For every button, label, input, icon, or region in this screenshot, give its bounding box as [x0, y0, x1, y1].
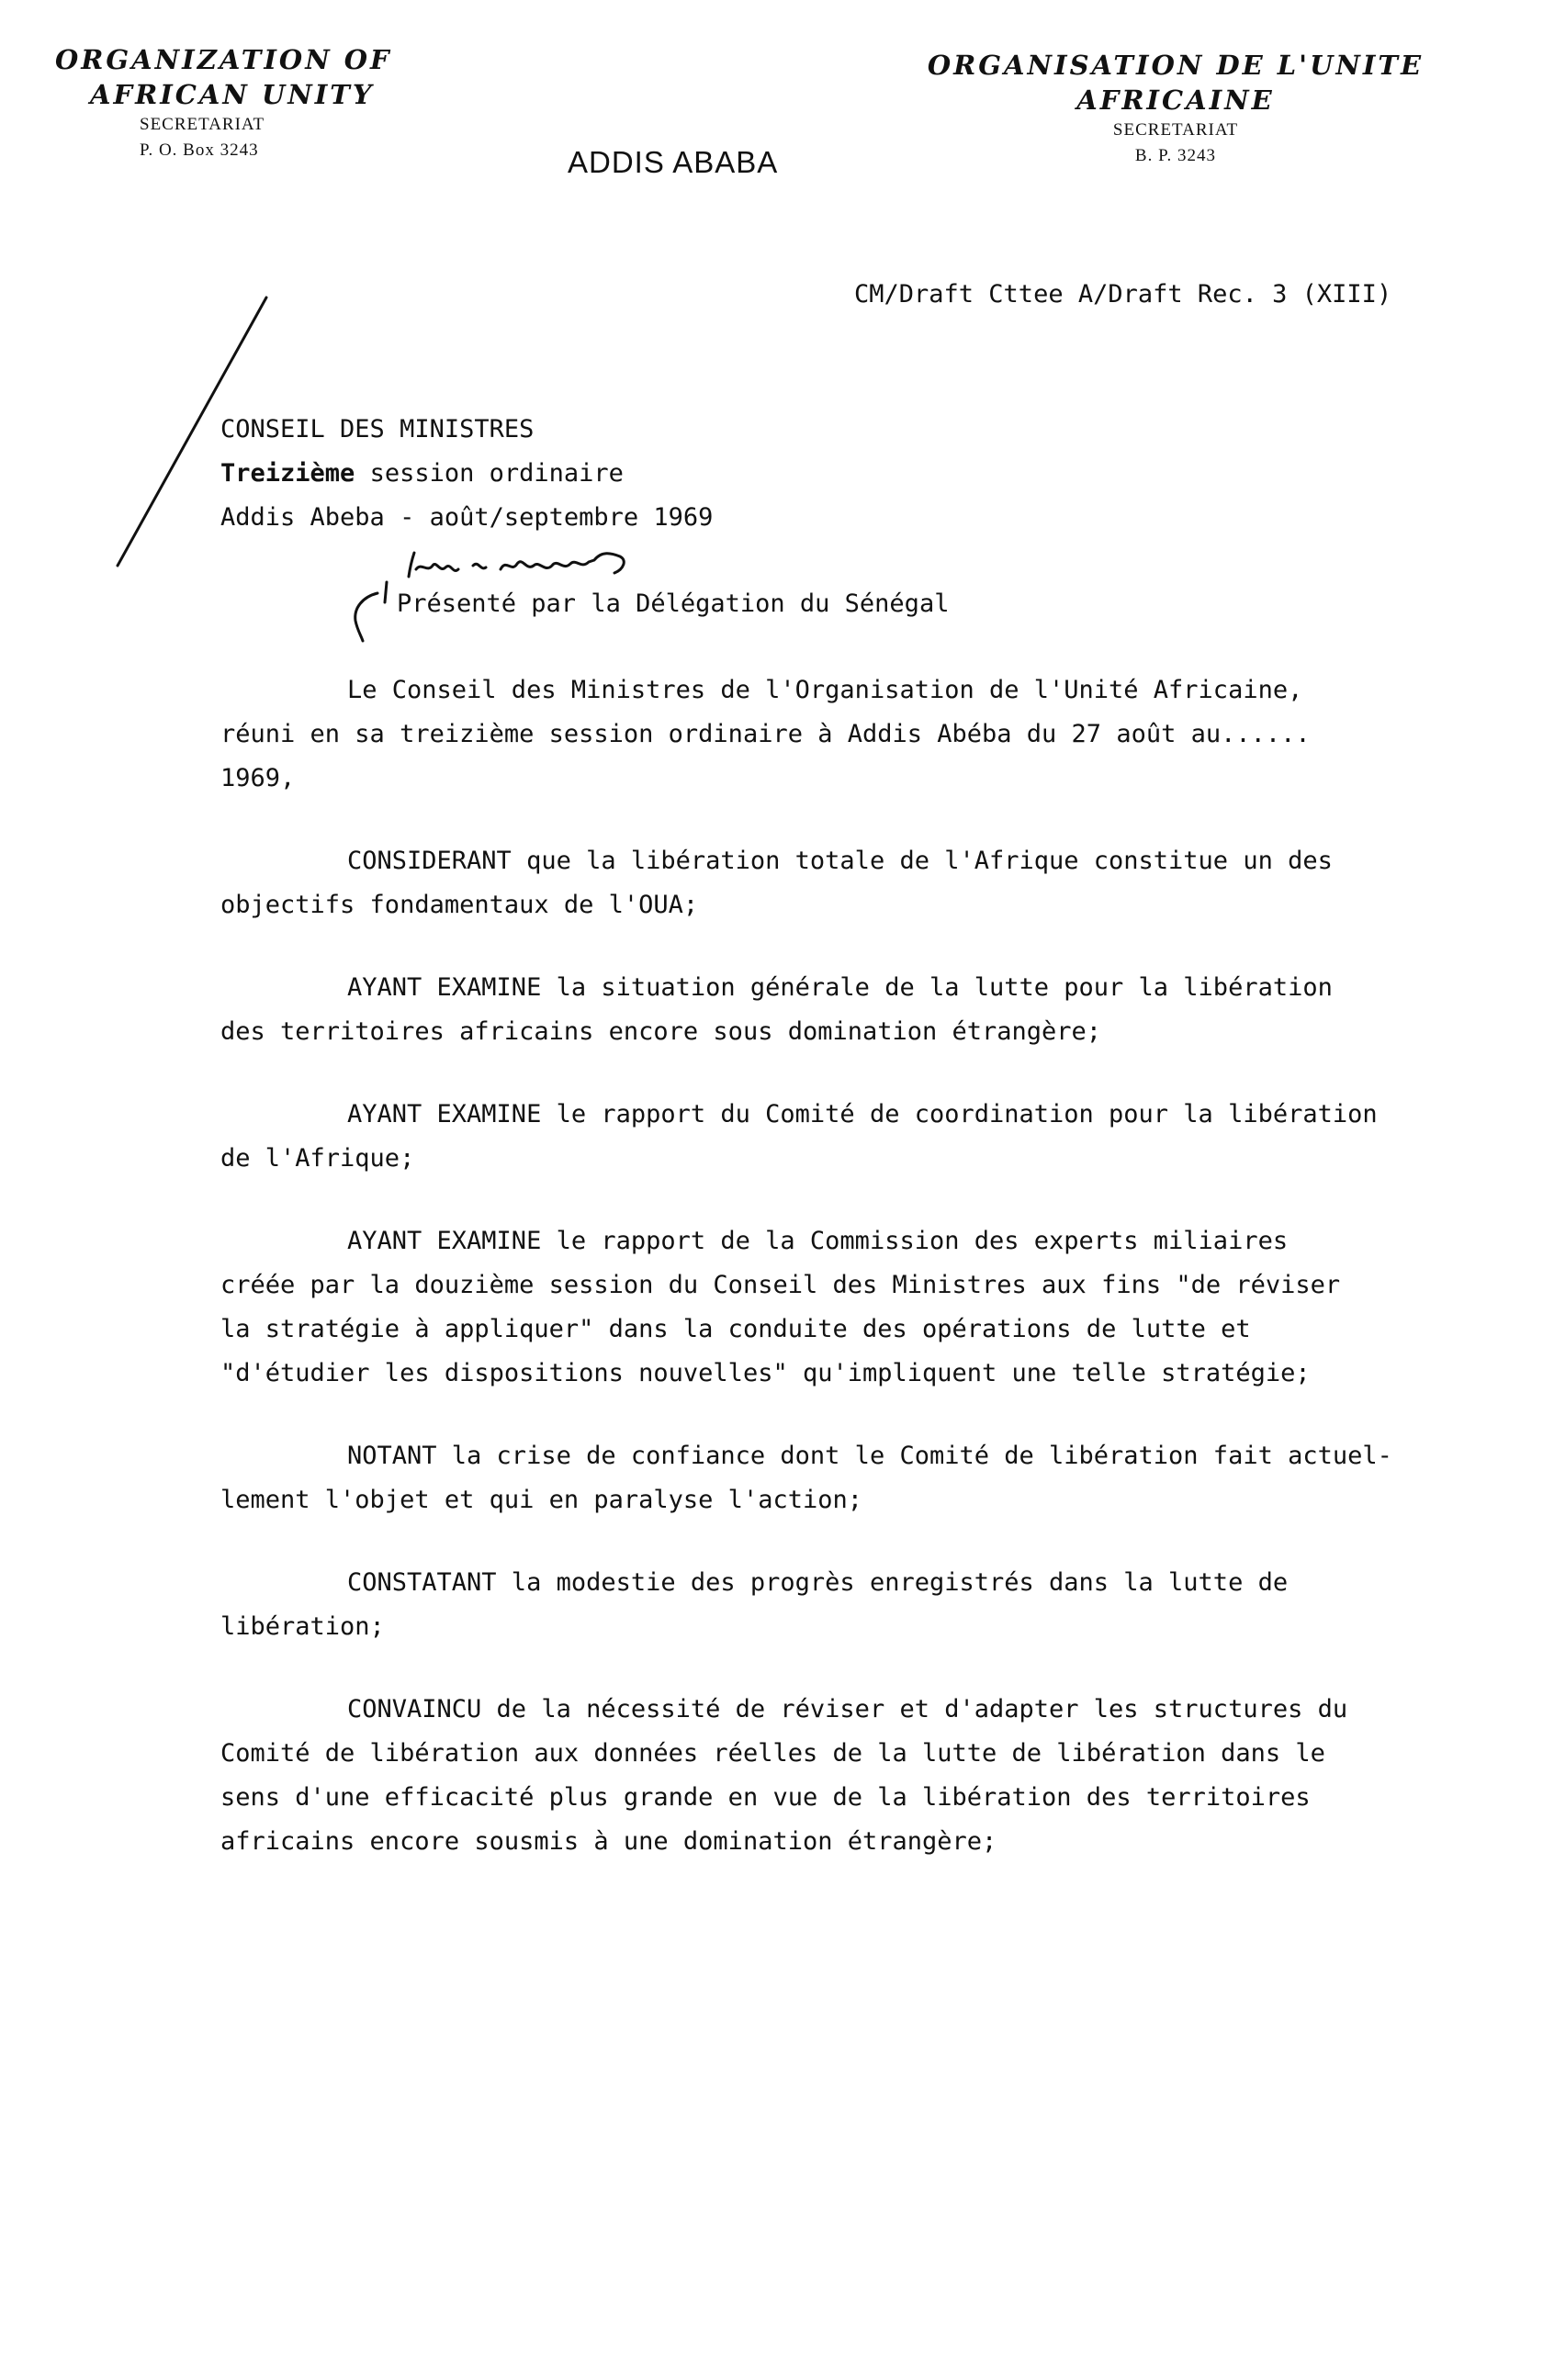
- letterhead-french: [882, 48, 1470, 169]
- session-ordinal-bold: Treizième: [220, 459, 355, 488]
- secretariat-label-french: SECRETARIAT: [1112, 120, 1239, 140]
- session-ordinal-rest: session ordinaire: [355, 459, 624, 488]
- paragraph-line: créée par la douzième session du Conseil des Ministres aux fins "de réviser: [220, 1271, 1341, 1299]
- paragraph-line: lement l'objet et qui en paralyse l'action;: [220, 1486, 862, 1514]
- session-place-date: Addis Abeba - août/septembre 1969: [220, 503, 714, 532]
- resolution-paragraph: [220, 839, 1470, 927]
- resolution-body: [220, 668, 1470, 1903]
- paragraph-line: CONSIDERANT que la libération totale de l'Afrique constitue un des: [347, 847, 1333, 875]
- resolution-paragraph: [220, 1219, 1470, 1396]
- presented-by-line: Présenté par la Délégation du Sénégal: [397, 589, 950, 618]
- paragraph-line: la stratégie à appliquer" dans la conduite des opérations de lutte et: [220, 1315, 1251, 1343]
- paragraph-line: africains encore sousmis à une domination étrangère;: [220, 1827, 997, 1856]
- paragraph-line: CONVAINCU de la nécessité de réviser et d'adapter les structures du: [347, 1695, 1348, 1723]
- paragraph-line: de l'Afrique;: [220, 1144, 415, 1173]
- postal-box-french: B. P. 3243: [1134, 146, 1217, 165]
- resolution-paragraph: [220, 1093, 1470, 1181]
- postal-box-english: P. O. Box 3243: [140, 140, 259, 160]
- city-name: ADDIS ABABA: [568, 145, 779, 179]
- resolution-paragraph: [220, 1434, 1470, 1522]
- org-name-english-line1: ORGANIZATION OF: [55, 44, 392, 75]
- paragraph-line: "d'étudier les dispositions nouvelles" qu'impliquent une telle stratégie;: [220, 1359, 1311, 1387]
- paragraph-line: AYANT EXAMINE le rapport du Comité de coordination pour la libération: [347, 1100, 1378, 1128]
- session-block: [220, 408, 713, 540]
- paragraph-line: NOTANT la crise de confiance dont le Comité de libération fait actuel-: [347, 1442, 1392, 1470]
- paragraph-line: Le Conseil des Ministres de l'Organisation de l'Unité Africaine,: [347, 676, 1303, 704]
- paragraph-line: CONSTATANT la modestie des progrès enregistrés dans la lutte de: [347, 1568, 1289, 1597]
- paragraph-line: AYANT EXAMINE le rapport de la Commission des experts miliaires: [347, 1227, 1289, 1255]
- org-name-french-line1: ORGANISATION DE L'UNITE: [927, 50, 1425, 81]
- paragraph-line: objectifs fondamentaux de l'OUA;: [220, 891, 699, 919]
- document-reference: CM/Draft Cttee A/Draft Rec. 3 (XIII): [854, 280, 1392, 309]
- resolution-paragraph: [220, 1561, 1470, 1649]
- letterhead-english: [55, 42, 459, 163]
- resolution-paragraph: [220, 1688, 1470, 1864]
- paragraph-line: AYANT EXAMINE la situation générale de la lutte pour la libération: [347, 973, 1333, 1002]
- paragraph-line: libération;: [220, 1612, 385, 1641]
- session-ordinal: [220, 452, 713, 496]
- org-name-french-line2: AFRICAINE: [1076, 84, 1275, 116]
- paragraph-line: 1969,: [220, 764, 296, 792]
- org-name-english-line2: AFRICAN UNITY: [90, 79, 375, 110]
- paragraph-line: Comité de libération aux données réelles de la lutte de libération dans le: [220, 1739, 1325, 1768]
- secretariat-label-english: SECRETARIAT: [140, 115, 265, 134]
- resolution-paragraph: [220, 966, 1470, 1054]
- paragraph-line: des territoires africains encore sous domination étrangère;: [220, 1017, 1102, 1046]
- council-title: CONSEIL DES MINISTRES: [220, 415, 535, 443]
- paragraph-line: sens d'une efficacité plus grande en vue de la libération des territoires: [220, 1783, 1311, 1812]
- resolution-paragraph: [220, 668, 1470, 801]
- paragraph-line: réuni en sa treizième session ordinaire à Addis Abéba du 27 août au......: [220, 720, 1311, 748]
